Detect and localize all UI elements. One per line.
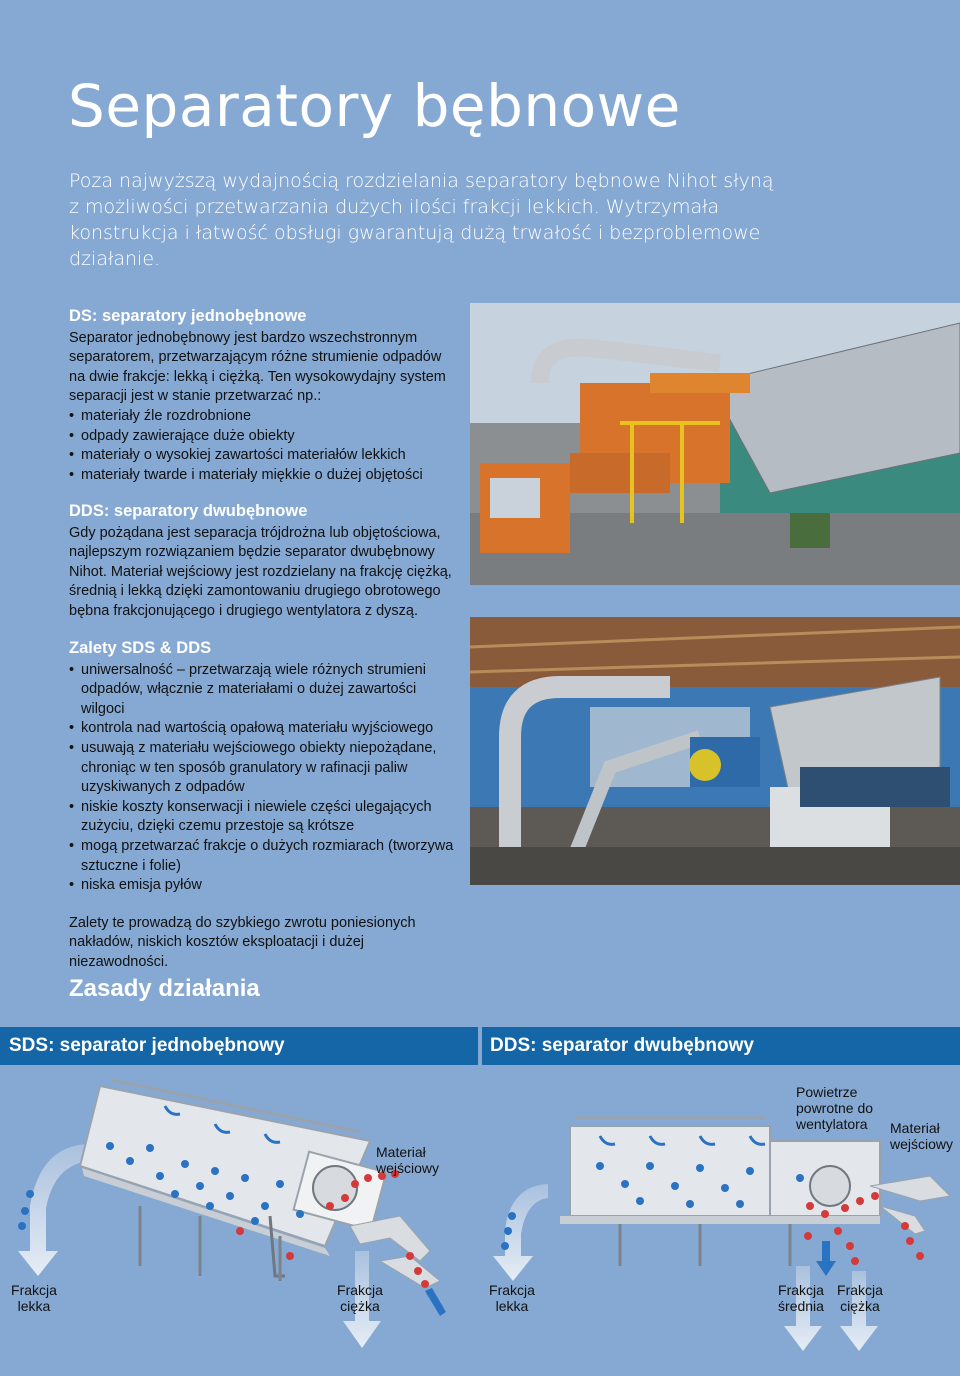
zalety-bullets	[69, 661, 454, 896]
list-item: • mogą przetwarzać frakcje o dużych rozmiarach (tworzywa sztuczne i folie)	[69, 837, 454, 876]
sds-heavy-caption: Frakcja ciężka	[337, 1282, 383, 1314]
dds-return-air-arrow	[816, 1241, 836, 1276]
sds-heavy-chute	[425, 1288, 446, 1316]
zalety-heading: Zalety SDS & DDS	[69, 639, 212, 657]
dds-heavy-caption: Frakcja ciężka	[837, 1282, 883, 1314]
dds-return-air-caption: Powietrze powrotne do wentylatora	[796, 1084, 874, 1132]
sds-input-caption: Materiał wejściowy	[376, 1144, 440, 1176]
list-item: • odpady zawierające duże obiekty	[69, 427, 454, 447]
photo-double-drum-separator	[470, 617, 960, 885]
sds-light-caption: Frakcja lekka	[11, 1282, 57, 1314]
ds-section	[69, 307, 454, 485]
intro-text: Poza najwyższą wydajnością rozdzielania separatory bębnowe Nihot słyną z możliwości przetwarzania dużych ilości frakcji lekkich. Wytrzymała konstrukcja i łatwość obsługi gwarantują dużą trwałość i bezproblemowe działanie.	[69, 170, 774, 270]
principles-band	[0, 1027, 960, 1065]
band-divider	[478, 1027, 482, 1065]
list-item: • usuwają z materiału wejściowego obiekty niepożądane, chroniąc w ten sposób granulatory w rafinacji paliw uzyskiwanych z odpadów	[69, 739, 454, 798]
list-item: • materiały twarde i materiały miękkie o dużej objętości	[69, 466, 454, 486]
ds-text: Separator jednobębnowy jest bardzo wszechstronnym separatorem, przetwarzającym różne strumienie odpadów na dwie frakcje: lekką i ciężką. Ten wysokowydajny system separacji jest w stanie przetwarzać np.:	[69, 329, 446, 405]
dds-text: Gdy pożądana jest separacja trójdrożna lub objętościowa, najlepszym rozwiązaniem będzie separator dwubębnowy Nihot. Materiał wejściowy jest rozdzielany na frakcję ciężką, średnią i lekką dzięki zamontowaniu drugiego obrotowego bębna frakcjonującego i drugiego wentylatora z dyszą.	[69, 524, 452, 619]
dds-section	[69, 502, 454, 622]
dds-input-caption: Materiał wejściowy	[890, 1120, 954, 1152]
zalety-section	[69, 639, 454, 973]
list-item: • niskie koszty konserwacji i niewiele części ulegających zużyciu, dzięki czemu przestoje są krótsze	[69, 798, 454, 837]
dds-light-arrow	[493, 1184, 548, 1281]
sds-drum	[80, 1080, 440, 1288]
sds-band-label: SDS: separator jednobębnowy	[9, 1035, 285, 1056]
list-item: • materiały o wysokiej zawartości materiałów lekkich	[69, 446, 454, 466]
list-item: • materiały źle rozdrobnione	[69, 407, 454, 427]
list-item: • uniwersalność – przetwarzają wiele różnych strumieni odpadów, włącznie z materiałami o dużej zawartości wilgoci	[69, 661, 454, 720]
ds-bullets	[69, 407, 454, 485]
page-title: Separatory bębnowe	[68, 72, 681, 140]
list-item: • kontrola nad wartością opałową materiału wyjściowego	[69, 719, 454, 739]
dds-medium-caption: Frakcja średnia	[778, 1282, 824, 1314]
photo-single-drum-separator	[470, 303, 960, 585]
ds-heading: DS: separatory jednobębnowe	[69, 307, 307, 325]
dds-heading: DDS: separatory dwubębnowe	[69, 502, 308, 520]
zalety-summary: Zalety te prowadzą do szybkiego zwrotu poniesionych nakładów, niskich kosztów eksploatacji i dużej niezawodności.	[69, 914, 416, 970]
dds-band-label: DDS: separator dwubębnowy	[490, 1035, 754, 1056]
principle-diagrams	[0, 1066, 960, 1371]
zasady-heading: Zasady działania	[69, 975, 260, 1002]
dds-light-caption: Frakcja lekka	[489, 1282, 535, 1314]
list-item: • niska emisja pyłów	[69, 876, 454, 896]
